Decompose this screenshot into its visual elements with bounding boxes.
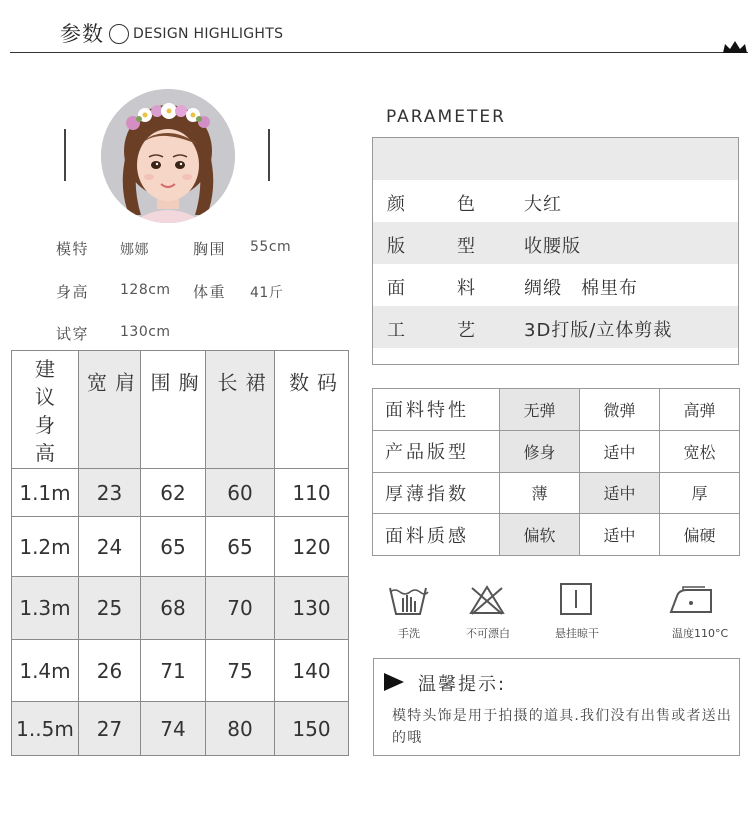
size-table-header — [12, 351, 349, 469]
size-cell: 120 — [275, 517, 349, 577]
care-label: 不可漂白 — [466, 627, 510, 640]
table-row — [12, 517, 349, 577]
size-cell: 65 — [206, 517, 275, 577]
size-cell: 1.4m — [12, 640, 79, 702]
header-divider — [10, 52, 748, 53]
model-photo — [101, 89, 235, 223]
feature-option: 厚 — [660, 472, 740, 514]
size-header-shoulder — [79, 351, 141, 469]
size-cell: 71 — [141, 640, 206, 702]
size-cell: 1.1m — [12, 469, 79, 517]
notice-box — [373, 658, 740, 756]
param-key: 艺 — [457, 320, 475, 341]
hang-dry-icon — [559, 582, 593, 616]
size-cell: 60 — [206, 469, 275, 517]
size-cell: 150 — [275, 702, 349, 756]
care-label: 温度110°C — [672, 627, 729, 640]
param-key: 颜 — [387, 194, 405, 215]
size-cell: 26 — [79, 640, 141, 702]
size-cell: 1..5m — [12, 702, 79, 756]
parameter-title: PARAMETER — [386, 107, 506, 127]
parameter-blank-row — [373, 138, 738, 180]
hand-wash-icon — [387, 582, 429, 618]
avatar-left-bar — [64, 129, 66, 181]
parameter-row-fit — [373, 222, 738, 264]
size-cell: 25 — [79, 577, 141, 640]
size-cell: 130 — [275, 577, 349, 640]
height-value: 128cm — [120, 282, 171, 298]
size-cell: 1.3m — [12, 577, 79, 640]
size-table — [11, 350, 349, 756]
size-cell: 68 — [141, 577, 206, 640]
parameter-row-craft — [373, 306, 738, 348]
parameter-row-fabric — [373, 264, 738, 306]
size-header-length-text: 裙长 — [214, 372, 266, 438]
size-cell: 65 — [141, 517, 206, 577]
header-subtitle: DESIGN HIGHLIGHTS — [133, 26, 284, 42]
care-label: 手洗 — [398, 627, 420, 640]
table-row — [373, 514, 740, 556]
param-key: 工 — [387, 320, 405, 341]
avatar-right-bar — [268, 129, 270, 181]
header-title: 参数 — [60, 22, 104, 46]
size-cell: 80 — [206, 702, 275, 756]
table-row — [12, 640, 349, 702]
arrow-right-icon — [384, 673, 404, 691]
size-cell: 23 — [79, 469, 141, 517]
table-row — [373, 472, 740, 514]
size-cell: 70 — [206, 577, 275, 640]
size-cell: 27 — [79, 702, 141, 756]
param-value: 3D打版/立体剪裁 — [524, 320, 673, 341]
care-label: 悬挂晾干 — [555, 627, 599, 640]
size-header-size — [275, 351, 349, 469]
height-label: 身高 — [56, 283, 90, 301]
param-key: 版 — [387, 236, 405, 257]
feature-option: 无弹 — [500, 389, 580, 431]
bust-value: 55cm — [250, 239, 292, 255]
no-bleach-icon — [468, 584, 506, 616]
feature-label: 厚薄指数 — [373, 472, 500, 514]
size-cell: 74 — [141, 702, 206, 756]
circle-icon — [109, 24, 129, 44]
model-avatar — [101, 89, 235, 223]
table-row — [12, 577, 349, 640]
param-key: 型 — [457, 236, 475, 257]
feature-option: 修身 — [500, 430, 580, 472]
feature-label: 产品版型 — [373, 430, 500, 472]
size-header-size-text: 码数 — [285, 372, 338, 438]
size-header-text: 建议身高 — [35, 357, 55, 465]
size-cell: 24 — [79, 517, 141, 577]
weight-label: 体重 — [193, 283, 227, 301]
param-value: 大红 — [524, 194, 562, 215]
notice-title: 温馨提示: — [418, 674, 507, 695]
table-row — [12, 702, 349, 756]
table-row — [373, 430, 740, 472]
feature-option: 适中 — [580, 472, 660, 514]
feature-option: 适中 — [580, 430, 660, 472]
feature-option: 偏软 — [500, 514, 580, 556]
size-cell: 75 — [206, 640, 275, 702]
weight-value: 41斤 — [250, 285, 284, 301]
feature-option: 薄 — [500, 472, 580, 514]
size-header-length — [206, 351, 275, 469]
notice-body: 模特头饰是用于拍摄的道具.我们没有出售或者送出的哦 — [392, 708, 733, 746]
feature-option: 偏硬 — [660, 514, 740, 556]
feature-table — [372, 388, 740, 556]
tryon-value: 130cm — [120, 324, 171, 340]
size-header-bust-text: 胸围 — [147, 372, 199, 438]
size-cell: 62 — [141, 469, 206, 517]
model-name-value: 娜娜 — [120, 242, 149, 258]
param-key: 色 — [457, 194, 475, 215]
crown-icon — [722, 40, 748, 54]
feature-option: 适中 — [580, 514, 660, 556]
feature-option: 宽松 — [660, 430, 740, 472]
size-cell: 140 — [275, 640, 349, 702]
table-row — [12, 469, 349, 517]
table-row — [373, 389, 740, 431]
model-name-label: 模特 — [56, 240, 90, 258]
feature-label: 面料质感 — [373, 514, 500, 556]
param-key: 面 — [387, 278, 405, 299]
parameter-row-color — [373, 180, 738, 222]
feature-option: 微弹 — [580, 389, 660, 431]
size-header-shoulder-text: 肩宽 — [83, 372, 136, 438]
parameter-box — [372, 137, 739, 365]
iron-icon — [669, 586, 715, 614]
size-header-bust — [141, 351, 206, 469]
param-value: 收腰版 — [524, 236, 581, 257]
size-header-suggested-height — [12, 351, 79, 469]
size-cell: 110 — [275, 469, 349, 517]
tryon-label: 试穿 — [56, 325, 90, 343]
bust-label: 胸围 — [193, 240, 227, 258]
feature-label: 面料特性 — [373, 389, 500, 431]
param-value: 绸缎 棉里布 — [524, 278, 638, 299]
size-cell: 1.2m — [12, 517, 79, 577]
param-key: 料 — [457, 278, 475, 299]
feature-option: 高弹 — [660, 389, 740, 431]
